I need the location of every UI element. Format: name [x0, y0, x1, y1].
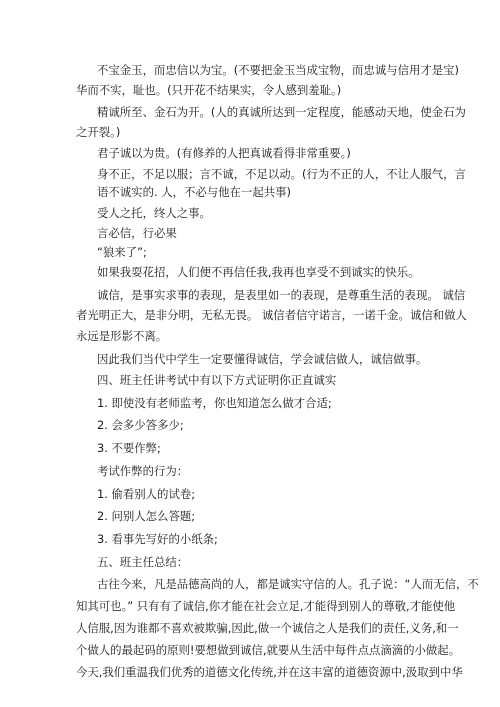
- text-line: 人信服,因为谁都不喜欢被欺骗,因此,做一个诚信之人是我们的责任,义务,和一: [76, 621, 459, 635]
- list-item: 2. 会多少答多少;: [97, 418, 184, 432]
- text-line: 华而不实，耻也。(只开花不结果实，令人感到羞耻。): [76, 83, 342, 97]
- text-line: 个做人的最起码的原则!要想做到诚信,就要从生活中每件点点滴滴的小做起。: [76, 643, 461, 657]
- text-line: 身不正，不足以服；言不诚，不足以动。(行为不正的人，不让人服气，言: [97, 167, 466, 181]
- text-line: 受人之托，终人之事。: [97, 206, 211, 220]
- text-line: 古往今来，凡是品德高尚的人，都是诚实守信的人。孔子说：“人而无信，不: [97, 577, 479, 591]
- list-item: 3. 不要作弊;: [97, 441, 161, 455]
- text-line: 不宝金玉，而忠信以为宝。(不要把金玉当成宝物，而忠诚与信用才是宝): [97, 63, 459, 77]
- text-line: 之开裂。): [76, 125, 121, 139]
- text-line: 言必信，行必果: [97, 226, 177, 240]
- section-heading: 四、班主任讲考试中有以下方式证明你正直诚实: [97, 373, 337, 387]
- text-line: 永远是形影不离。: [76, 329, 168, 343]
- text-line: “狼来了”;: [97, 245, 147, 259]
- text-line: 语不诚实的. 人，不必与他在一起共事): [97, 185, 291, 199]
- list-item: 1. 偷看别人的试卷;: [97, 487, 196, 501]
- text-line: 诚信，是事实求事的表现，是表里如一的表现，是尊重生活的表现。 诚信: [97, 288, 466, 302]
- text-line: 知其可也。” 只有有了诚信,你才能在社会立足,才能得到别人的尊敬,才能使他: [76, 599, 456, 613]
- text-line: 因此我们当代中学生一定要懂得诚信，学会诚信做人，诚信做事。: [97, 352, 428, 366]
- text-line: 今天,我们重温我们优秀的道德文化传统,并在这丰富的道德资源中,汲取到中华: [76, 665, 463, 679]
- section-heading: 五、班主任总结：: [97, 555, 189, 569]
- text-line: 如果我耍花招，人们便不再信任我,我再也享受不到诚实的快乐。: [97, 265, 420, 279]
- list-item: 2. 问别人怎么答题;: [97, 509, 196, 523]
- text-line: 君子诚以为贵。(有修养的人把真诚看得非常重要。): [97, 146, 351, 160]
- text-line: 精诚所至、金石为开。(人的真诚所达到一定程度，能感动天地，使金石为: [97, 105, 466, 119]
- list-item: 1. 即使没有老师监考，你也知道怎么做才合适;: [97, 396, 332, 410]
- list-item: 3. 看事先写好的小纸条;: [97, 532, 218, 546]
- text-line: 考试作弊的行为：: [97, 464, 189, 478]
- text-line: 者光明正大，是非分明，无私无畏。 诚信者信守诺言，一诺千金。诚信和做人: [76, 308, 467, 322]
